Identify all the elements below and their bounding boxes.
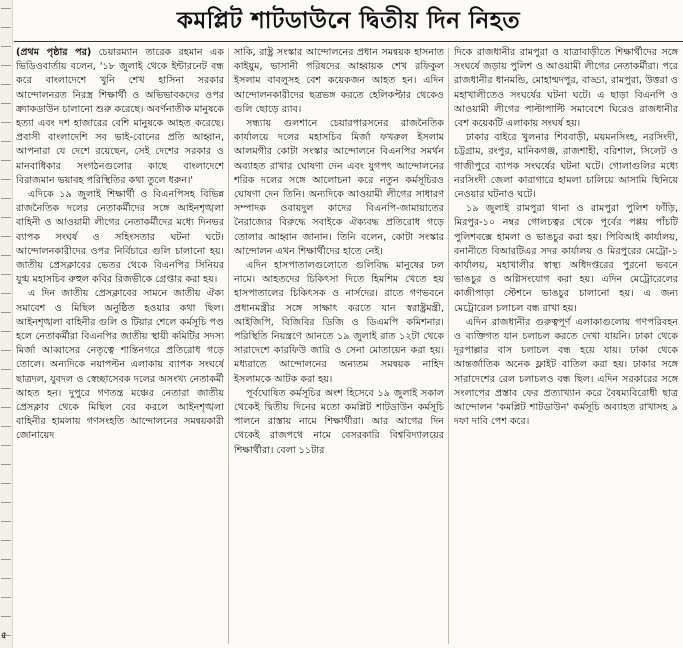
paragraph-text: পূর্বঘোষিত কর্মসূচির অংশ হিসেবে ১৯ জুলাই সকাল থেকেই দ্বিতীয় দিনের মতো কমপ্লিট শাটডাউন কর্মসূচি পালনে রাস্তায় নামে শিক্ষার্থীরা। আর আগের দিন থেকেই রাজপথে নামে বেসরকারি বিশ্ববিদ্যালয়ের শিক্ষার্থীরা। বেলা ১১টার [234,387,444,456]
paragraph [16,46,224,188]
paragraph [234,117,444,259]
page-margin-strip [0,0,13,648]
paragraph [234,259,444,387]
article-column-3 [454,46,678,646]
column-divider [228,48,229,644]
headline: কমপ্লিট শাটডাউনে দ্বিতীয় দিন নিহত [176,8,521,34]
article-column-1 [16,46,224,646]
paragraph-text: চেয়ারম্যান তারেক রহমান এক ভিডিওবার্তায় বলেন, '১৮ জুলাই থেকে ইন্টারনেট বন্ধ করে বাংলাদেশে খুনি শেখ হাসিনা সরকার আন্দোলনরত নিরস্ত্র শিক্ষার্থী ও অভিভাবকদের ওপর ক্র্যাকডাউন চালানো শুরু করেছে। অবর্ণনাতীক মানুষকে হত্যা এবং দশ হাজারের বেশি মানুষকে আহত করেছে। প্রবাসী বাংলাদেশি সব ভাই-বোনের প্রতি আহ্বান, আপনারা যে দেশে রয়েছেন, সেই দেশের সরকার ও মানবাধিকার সংগঠনগুলোর কাছে বাংলাদেশে বিরাজমান ভয়াবহ পরিস্থিতির কথা তুলে ধরুন।' [16,47,224,186]
paragraph [234,387,444,458]
paragraph [16,188,224,287]
paragraph-text: ১৯ জুলাই রামপুরা থানা ও রামপুরা পুলিশ ফাঁড়ি, মিরপুর-১০ নম্বর গোলচত্বর থেকে পূর্বের পপ্পয় পাঁচটি পুলিশবক্সে হামলা ও ভাঙচুর করা হয়। পিবিআই কার্যালয়, বনানীতে বিআরটিএর সদর কার্যালয় ও মিরপুরের মেট্রো-১ কার্যালয়, মহাখালীর স্বাস্থ্য অধিদপ্তরের পুরনো ভবনে ভাঙচুর ও অগ্নিসংযোগ করা হয়। এদিন মেট্রোরেলের কাজীপাড়া স্টেশনে ভাঙচুর চালানো হয়। এ জন্য মেট্রোরেল চলাচল বন্ধ রাখা হয়। [454,203,678,314]
paragraph [454,316,678,430]
paragraph [454,202,678,316]
page-number: ৫ [1,631,7,641]
paragraph [16,287,224,443]
paragraph-text: ঢাকার বাইরে খুলনার শিববাড়ী, ময়মনসিংহ, নরসিংদী, চট্টগ্রাম, রংপুর, মানিকগঞ্জ, রাজশাহী, বরিশাল, সিলেট ও গাজীপুরে ব্যাপক সংঘর্ষের ঘটনা ঘটে। গোলাগুলির মধ্যে নরসিংদী জেলা কারাগারে হামলা চালিয়ে আসামি ছিনিয়ে নেওয়ার ঘটনাও ঘটে। [454,132,678,201]
paragraph [234,46,444,117]
paragraph-text: সাকি, রাষ্ট্র সংস্কার আন্দোলনের প্রধান সমন্বয়ক হাসনাত কাইয়ুম, ভাসানী পরিষদের আহ্বায়ক শেখ রফিকুল ইসলাম বাবলুসহ বেশ কয়েকজন আহত হন। এদিন আন্দোলনকারীদের ছত্রভঙ্গ করতে হেলিকপ্টার থেকেও গুলি ছোড়ে র‍্যাব। [234,47,444,115]
paragraph-text: দিকে রাজধানীর রামপুরা ও যাত্রাবাড়ীতে শিক্ষার্থীদের সঙ্গে সংঘর্ষে জড়ায় পুলিশ ও আওয়ামী লীগের নেতাকর্মীরা। পরে রাজধানীর ধানমন্ডি, মোহাম্মদপুর, বাড্ডা, রামপুরা, উত্তরা ও মহাখালীতেও সংঘর্ষের ঘটনা ঘটে। এ ছাড়া বিএনপি ও আওয়ামী লীগের পাল্টাপাল্টি সমাবেশে ঘিরেও রাজধানীর বেশ কয়েকটি এলাকায় সংঘর্ষ হয়। [454,47,678,130]
headline-rule [14,41,683,42]
paragraph-text: এ দিন জাতীয় প্রেসক্লাবের সামনে জাতীয় ঐক্য সমাবেশ ও মিছিল অনুষ্ঠিত হওয়ার কথা ছিল। আইনশৃঙ্খলা বাহিনীর গুলি ও টিয়ার শেলে কর্মসূচি পণ্ড হলে নেতাকর্মীরা বিএনপির জাতীয় স্থায়ী কমিটির সদস্য মির্জা আব্বাসের নেতৃত্বে শান্তিনগরে প্রতিরোধ গড়ে তোলে। অন্যদিকে নয়াপল্টন এলাকায় ব্যাপক সংঘর্ষে ছাত্রদল, যুবদল ও স্বেচ্ছাসেবক দলের অসংখ্য নেতাকর্মী আহত হন। দুপুরে গণতন্ত্র মঞ্চের নেতারা জাতীয় প্রেসক্লাব থেকে মিছিল বের করলে আইনশৃঙ্খলা বাহিনীর হামলায় গণসংহতি আন্দোলনের সমন্বয়কারী জোনায়েদ [16,288,224,442]
paragraph-text: এদিন রাজধানীর গুরুত্বপূর্ণ এলাকাগুলোয় গণপরিবহন ও ব্যক্তিগত যান চলাচল করতে দেখা যায়নি। ঢাকা থেকে দূরপাল্লার বাস চলাচল বন্ধ হয়ে যায়। ঢাকা থেকে আন্তর্জাতিক অনেক ফ্লাইট বাতিল করা হয়। ঢাকার সঙ্গে সারাদেশের রেল চলাচলও বন্ধ ছিল। এদিন সরকারের সঙ্গে সংলাপের প্রস্তাব ফের প্রত্যাখ্যান করে বৈষম্যবিরোধী ছাত্র আন্দোলন 'কমপ্লিট শাটডাউন' কর্মসূচি অব্যাহত রাখাসহ ৯ দফা দাবি পেশ করে। [454,316,678,428]
article-column-2 [234,46,444,646]
paragraph [454,131,678,202]
paragraph-text: সন্ধ্যায় গুলশানে চেয়ারপারসনের রাজনৈতিক কার্যালয়ে দলের মহাসচিব মির্জা ফখরুল ইসলাম আলমগীর কোটা সংস্কার আন্দোলনে বিএনপির সমর্থন অব্যাহত রাখার ঘোষণা দেন এবং যুগপৎ আন্দোলনের শরিক দলের সঙ্গে আলোচনা করে নতুন কর্মসূচিরও ঘোষণা দেন তিনি। অন্যদিকে আওয়ামী লীগের সাধারণ সম্পাদক ওবায়দুল কাদের বিএনপি-জামায়াতের নৈরাজ্যের বিরুদ্ধে সবাইকে ঐক্যবদ্ধ প্রতিরোধ গড়ে তোলার আহ্বান জানান। তিনি বলেন, কোটা সংস্কার আন্দোলন এখন শিক্ষার্থীদের হাতে নেই। [234,118,444,257]
column-divider [448,48,449,644]
continued-marker: (প্রথম পৃষ্ঠার পর) [16,47,92,58]
paragraph-text: এদিন হাসপাতালগুলোতে গুলিবিদ্ধ মানুষের ঢল নামে। আহতদের চিকিৎসা দিতে হিমশিম খেতে হয় হাসপাতালের চিকিৎসক ও নার্সদের। রাতে গণভবনে প্রধানমন্ত্রীর সঙ্গে সাক্ষাৎ করতে যান স্বরাষ্ট্রমন্ত্রী, আইজিপি, বিজিবির ডিজি ও ডিএমপি কমিশনার। পরিস্থিতি নিয়ন্ত্রণে আনতে ১৯ জুলাই রাত ১২টা থেকে সারাদেশে কারফিউ জারি ও সেনা মোতায়েন করা হয়। মধ্যরাতে আন্দোলনের অন্যতম সমন্বয়ক নাহিদ ইসলামকে আটক করা হয়। [234,260,444,385]
paragraph [454,46,678,131]
paragraph-text: এদিকে ১৯ জুলাই শিক্ষার্থী ও বিএনপিসহ বিভিন্ন রাজনৈতিক দলের নেতাকর্মীদের সঙ্গে আইনশৃঙ্খলা বাহিনী ও আওয়ামী লীগের নেতাকর্মীদের মধ্যে দিনভর ব্যাপক সংঘর্ষ ও সহিংসতার ঘটনা ঘটে। আন্দোলনকারীদের ওপর নির্বিচারে গুলি চালানো হয়। জাতীয় প্রেসক্লাবের ভেতর থেকে বিএনপির সিনিয়র যুগ্ম মহাসচিব রুহুল কবির রিজভীকে গ্রেপ্তার করা হয়। [16,189,224,286]
